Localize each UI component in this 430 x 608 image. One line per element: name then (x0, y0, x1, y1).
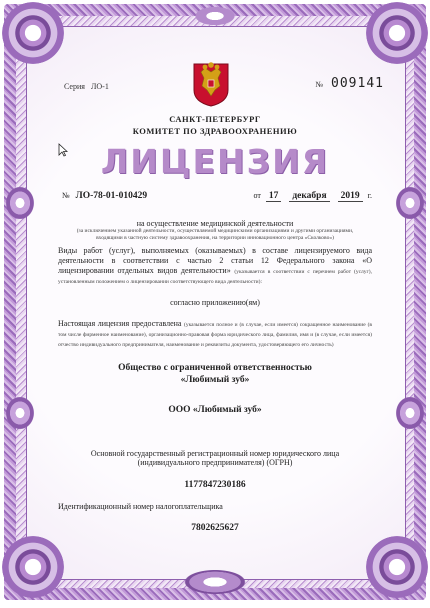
org-full-line-2: «Любимый зуб» (180, 374, 250, 385)
date-month: декабря (289, 191, 329, 202)
series-label: Серия (64, 82, 85, 91)
works-note: (указывается в соответствии с перечнем работ (услуг), установленным положением о лицензировании соответствующего вида деятельности): (58, 268, 372, 285)
ogrn-label-line-2: (индивидуального предпринимателя) (ОГРН) (137, 458, 293, 468)
document-content (40, 60, 390, 533)
blank-number: 009141 (331, 76, 384, 91)
date-prefix: от (253, 191, 261, 200)
header-row (40, 60, 390, 116)
license-number-label: № (62, 191, 70, 200)
document-title: ЛИЦЕНЗИЯ (100, 142, 330, 181)
granted-paragraph (40, 319, 390, 349)
inn-label: Идентификационный номер налогоплательщика (58, 501, 223, 511)
license-number-field (62, 191, 147, 201)
side-ornament-right-lower (390, 390, 430, 436)
issuer-city: САНКТ-ПЕТЕРБУРГ (169, 114, 261, 124)
ogrn-value: 1177847230186 (184, 479, 246, 490)
corner-ornament-top-left (2, 2, 64, 64)
license-number: ЛО-78-01-010429 (75, 191, 148, 201)
blank-number-field (315, 76, 384, 91)
side-ornament-left-upper (0, 180, 40, 226)
organization-short-name: ООО «Любимый зуб» (168, 404, 262, 415)
inn-value: 7802625627 (191, 522, 239, 533)
date-year-suffix: г. (367, 191, 372, 200)
org-full-line-1: Общество с ограниченной ответственностью (118, 362, 312, 373)
issuer-committee: КОМИТЕТ ПО ЗДРАВООХРАНЕНИЮ (132, 126, 298, 136)
series-field (60, 82, 109, 91)
bottom-ornament (175, 566, 255, 598)
corner-ornament-top-right (366, 2, 428, 64)
activity-note: (за исключением указанной деятельности, осуществляемой медицинскими организациями и другими организациями, входящими в частную систему здравоохранения, на территории инновационного центра «Сколково») (76, 228, 354, 241)
ogrn-label-line-1: Основной государственный регистрационный номер юридического лица (90, 448, 340, 458)
date-day: 17 (266, 191, 282, 202)
corner-ornament-bottom-right (366, 536, 428, 598)
side-ornament-left-lower (0, 390, 40, 436)
top-ornament (185, 2, 245, 30)
series-value: ЛО-1 (90, 82, 109, 91)
number-label: № (315, 80, 324, 89)
corner-ornament-bottom-left (2, 536, 64, 598)
organization-full-name (40, 363, 390, 387)
works-text: Виды работ (услуг), выполняемых (оказываемых) в составе лицензируемого вида деятельности в соответствии с частью 2 статьи 12 Федерального закона «О лицензировании отдельных видов деятельности» (58, 245, 372, 275)
coat-of-arms-icon (190, 60, 232, 108)
date-year: 2019 (338, 191, 363, 202)
activity-type: на осуществление медицинской деятельности (136, 219, 294, 228)
license-number-line (40, 191, 390, 207)
license-date-field (253, 191, 372, 201)
side-ornament-right-upper (390, 180, 430, 226)
ogrn-label (40, 449, 390, 468)
granted-text: Настоящая лицензия предоставлена (58, 318, 182, 328)
appendix-reference: согласно приложению(ям) (170, 297, 260, 307)
works-paragraph (40, 246, 390, 286)
granted-note: (указывается полное и (в случае, если имеется) сокращенное наименование (в том числе фирменное наименование), организационно-правовая форма юридического лица, фамилия, имя и (в случае, если имеется) отчество индивидуального предпринимателя, наименование и реквизиты документа, удостоверяющего его личность) (58, 321, 373, 348)
